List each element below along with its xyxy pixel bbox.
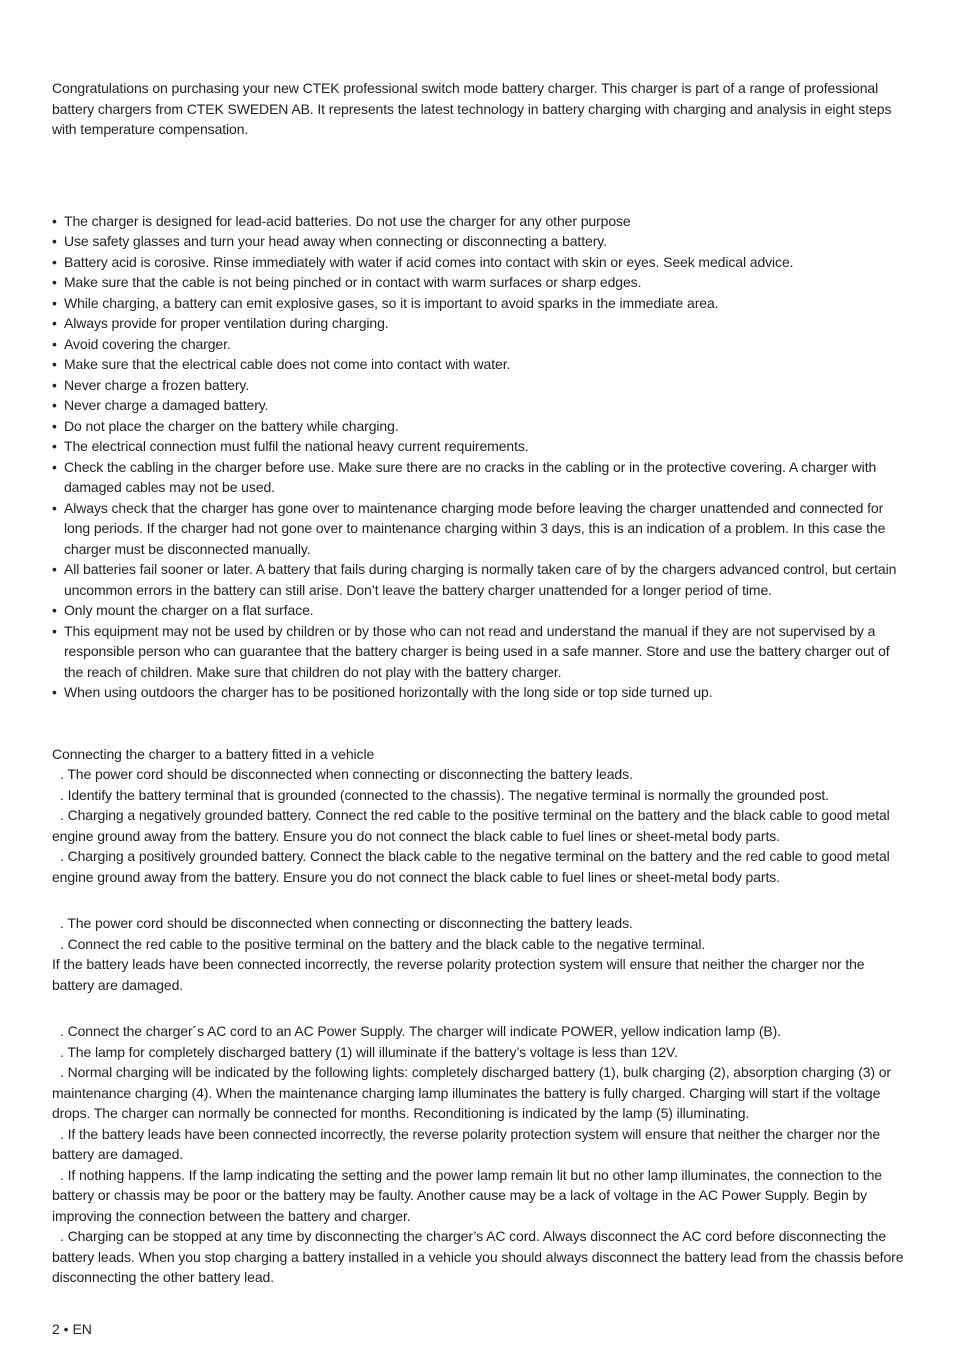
safety-item: • Always check that the charger has gone over to maintenance charging mode before leaving the charger unattended and connected for long periods. If the charger had not gone over to maintenance charging within 3 days, this is an indication of a problem. In this case the charger must be disconnected manually. (52, 498, 904, 560)
charging-section (52, 1021, 904, 1288)
outside-step: . The power cord should be disconnected when connecting or disconnecting the battery leads. (60, 915, 633, 931)
charging-step: . Connect the charger´s AC cord to an AC Power Supply. The charger will indicate POWER, yellow indication lamp (B). (60, 1023, 781, 1039)
safety-list (52, 211, 904, 703)
vehicle-heading: Connecting the charger to a battery fitted in a vehicle (52, 745, 375, 762)
safety-item: • Never charge a frozen battery. (52, 375, 904, 396)
safety-item: • Always provide for proper ventilation during charging. (52, 313, 904, 334)
vehicle-step: . The power cord should be disconnected when connecting or disconnecting the battery leads. (60, 766, 633, 782)
safety-item: • Check the cabling in the charger before use. Make sure there are no cracks in the cabling or in the protective covering. A charger with damaged cables may not be used. (52, 457, 904, 498)
safety-item: • Make sure that the electrical cable does not come into contact with water. (52, 354, 904, 375)
page-footer: 2 • EN (52, 1321, 92, 1337)
vehicle-step: . Charging a negatively grounded battery. Connect the red cable to the positive terminal on the battery and the black cable to good metal engine ground away from the battery. Ensure you do not connect the black cable to fuel lines or sheet-metal body parts. (52, 807, 890, 844)
charging-step: . If the battery leads have been connected incorrectly, the reverse polarity protection system will ensure that neither the charger nor the battery are damaged. (52, 1125, 881, 1162)
safety-item: • The charger is designed for lead-acid batteries. Do not use the charger for any other purpose (52, 211, 904, 232)
safety-item: • Avoid covering the charger. (52, 334, 904, 355)
safety-item: • The electrical connection must fulfil the national heavy current requirements. (52, 436, 904, 457)
page-content (52, 78, 904, 1288)
safety-item: • When using outdoors the charger has to be positioned horizontally with the long side or top side turned up. (52, 682, 904, 703)
vehicle-step: . Charging a positively grounded battery. Connect the black cable to the negative terminal on the battery and the red cable to good metal engine ground away from the battery. Ensure you do not connect the black cable to fuel lines or sheet-metal body parts. (52, 848, 890, 885)
safety-item: • Never charge a damaged battery. (52, 395, 904, 416)
safety-item: • Battery acid is corosive. Rinse immediately with water if acid comes into contact with skin or eyes. Seek medical advice. (52, 252, 904, 273)
intro-paragraph: Congratulations on purchasing your new CTEK professional switch mode battery charger. This charger is part of a range of professional battery chargers from CTEK SWEDEN AB. It represents the latest technology in battery charging with charging and analysis in eight steps with temperature compensation. (52, 80, 892, 137)
outside-step: . Connect the red cable to the positive terminal on the battery and the black cable to the negative terminal. (60, 935, 706, 952)
charging-step: . Charging can be stopped at any time by disconnecting the charger’s AC cord. Always disconnect the AC cord before disconnecting the battery leads. When you stop charging a battery installed in a vehicle you should always disconnect the battery lead from the chassis before disconnecting the other battery lead. (52, 1228, 904, 1285)
vehicle-step: . Identify the battery terminal that is grounded (connected to the chassis). The negative terminal is normally the grounded post. (60, 786, 829, 803)
safety-item: • This equipment may not be used by children or by those who can not read and understand the manual if they are not supervised by a responsible person who can guarantee that the battery charger is being used in a safe manner. Store and use the battery charger out of the reach of children. Make sure that children do not play with the battery charger. (52, 621, 904, 683)
outside-vehicle-section (52, 913, 904, 995)
safety-item: • Do not place the charger on the battery while charging. (52, 416, 904, 437)
safety-item: • While charging, a battery can emit explosive gases, so it is important to avoid sparks in the immediate area. (52, 293, 904, 314)
safety-item: • Only mount the charger on a flat surface. (52, 600, 904, 621)
vehicle-section (52, 744, 904, 888)
safety-item: • All batteries fail sooner or later. A battery that fails during charging is normally taken care of by the chargers advanced control, but certain uncommon errors in the battery can still arise. Don’t leave the battery charger unattended for a longer period of time. (52, 559, 904, 600)
charging-step: . The lamp for completely discharged battery (1) will illuminate if the battery’s voltage is less than 12V. (60, 1043, 678, 1060)
outside-note: If the battery leads have been connected incorrectly, the reverse polarity protection system will ensure that neither the charger nor the battery are damaged. (52, 956, 865, 993)
safety-item: • Make sure that the cable is not being pinched or in contact with warm surfaces or sharp edges. (52, 272, 904, 293)
safety-item: • Use safety glasses and turn your head away when connecting or disconnecting a battery. (52, 231, 904, 252)
charging-step: . If nothing happens. If the lamp indicating the setting and the power lamp remain lit but no other lamp illuminates, the connection to the battery or chassis may be poor or the battery may be faulty. Another cause may be a lack of voltage in the AC Power Supply. Begin by improving the connection between the battery and charger. (52, 1166, 882, 1224)
charging-step: . Normal charging will be indicated by the following lights: completely discharged battery (1), bulk charging (2), absorption charging (3) or maintenance charging (4). When the maintenance charging lamp illuminates the battery is fully charged. Charging will start if the voltage drops. The charger can normally be connected for months. Reconditioning is indicated by the lamp (5) illuminating. (52, 1064, 891, 1121)
